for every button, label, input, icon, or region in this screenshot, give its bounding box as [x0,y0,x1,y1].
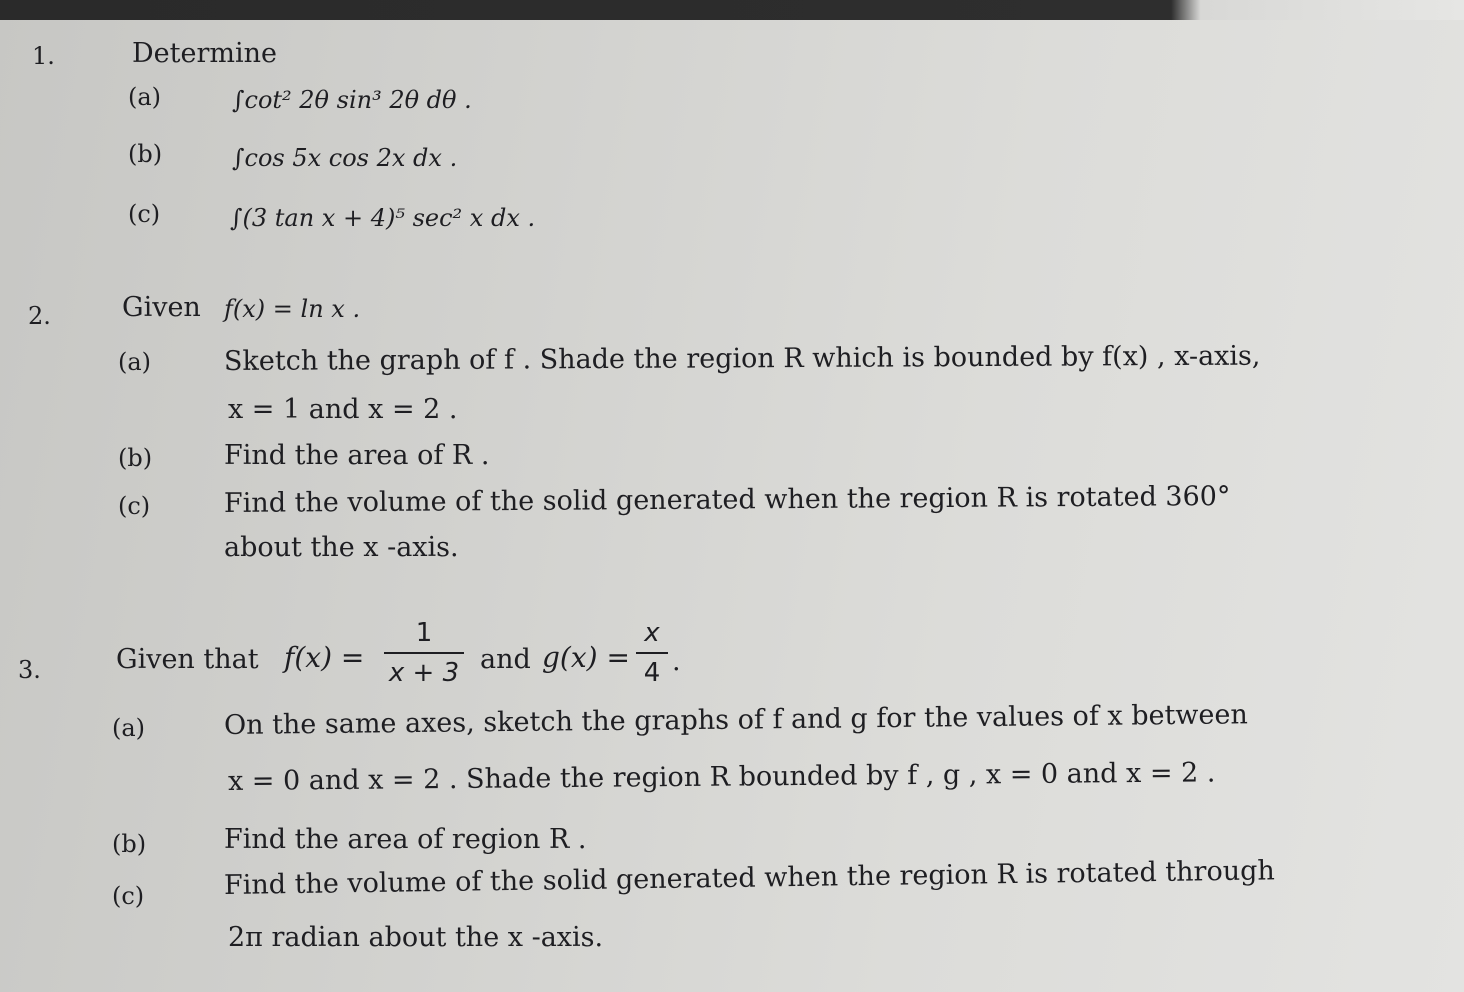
q1-stem: Determine [132,38,277,69]
q2c-line2: about the x -axis. [224,532,459,563]
q1-number: 1. [32,42,55,70]
q3-period: . [672,646,681,677]
q2-stem-expr: f(x) = ln x . [224,295,361,323]
q3c-line2: 2π radian about the x -axis. [228,922,604,953]
q3-number: 3. [18,656,41,684]
q3a-line2: x = 0 and x = 2 . Shade the region R bounded by f , g , x = 0 and x = 2 . [227,757,1216,797]
q3-and: and [480,644,531,675]
q3-f-denominator: x + 3 [388,658,460,688]
q3-stem-text: Given that [116,644,259,675]
q3c-line1: Find the volume of the solid generated when the region R is rotated through [223,855,1275,901]
q3-f-lhs: f(x) = [284,641,365,674]
q2-number: 2. [28,302,51,330]
q2a-line1: Sketch the graph of f . Shade the region R which is bounded by f(x) , x-axis, [223,340,1261,377]
q3-g-numerator: x [644,618,660,648]
q3b-label: (b) [112,830,147,858]
q3-g-denominator: 4 [643,658,661,688]
q1c-label: (c) [128,200,161,228]
q1b-expr: ∫cos 5x cos 2x dx . [232,144,458,172]
q2a-label: (a) [118,348,152,376]
q2b-label: (b) [118,444,153,472]
q1a-expr: ∫cot² 2θ sin³ 2θ dθ . [232,86,472,114]
q3-f-numerator: 1 [415,618,433,648]
q2a-line2: x = 1 and x = 2 . [228,394,458,425]
q1b-label: (b) [128,140,163,168]
q3a-label: (a) [112,714,146,742]
q3b-line1: Find the area of region R . [224,824,587,855]
q2c-line1: Find the volume of the solid generated when the region R is rotated 360° [223,480,1231,519]
q3c-label: (c) [112,882,145,910]
q3-f-fraction [384,620,464,686]
q3a-line1: On the same axes, sketch the graphs of f and g for the values of x between [223,699,1248,741]
q2c-label: (c) [118,492,151,520]
q3-g-fraction [636,620,668,686]
q3-g-lhs: g(x) = [542,641,630,674]
q1a-label: (a) [128,83,162,111]
q1c-expr: ∫(3 tan x + 4)⁵ sec² x dx . [230,204,536,232]
photo-top-edge [0,0,1464,20]
fraction-bar [384,652,464,654]
fraction-bar [636,652,668,654]
q2b-line1: Find the area of R . [224,440,490,471]
q2-stem-text: Given [122,292,201,323]
